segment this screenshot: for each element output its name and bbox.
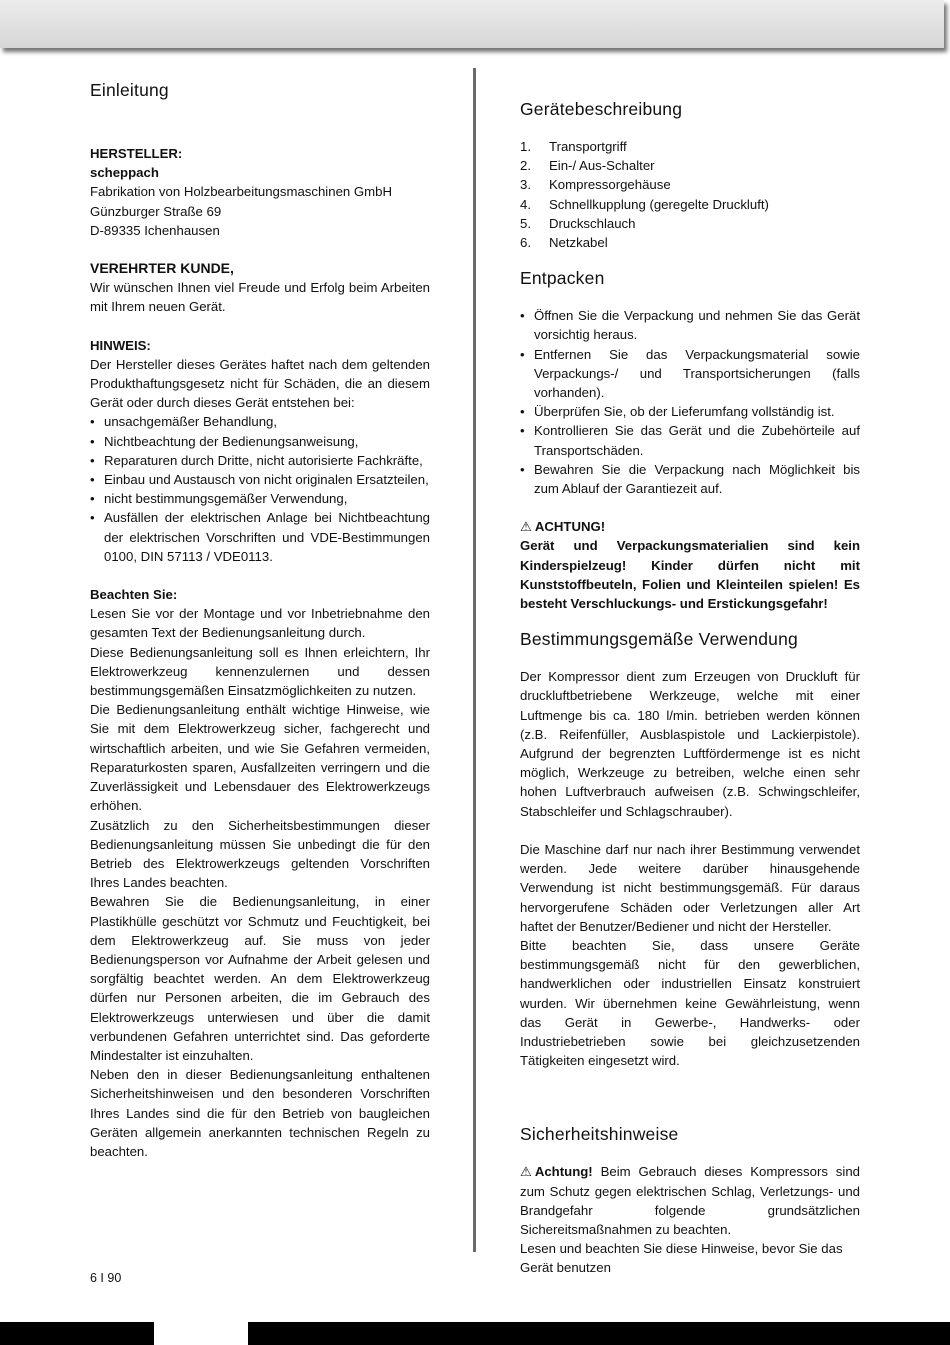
warning-triangle-icon: ⚠ — [520, 519, 532, 535]
hersteller-label: HERSTELLER: — [90, 146, 183, 161]
list-item: 1. Transportgriff — [520, 139, 627, 154]
list-item: • Einbau und Austausch von nicht originalen Ersatzteilen, — [90, 470, 430, 489]
list-item: • Ausfällen der elektrischen Anlage bei Nichtbeachtung der elektrischen Vorschriften und VDE-Bestimmungen 0100, DIN 57113 / VDE0113. — [90, 508, 430, 566]
section-heading-sicherheit: Sicherheitshinweise — [520, 1124, 679, 1145]
achtung-text: Gerät und Verpackungsmaterialien sind kein Kinderspielzeug! Kinder dürfen nicht mit Kunststoffbeuteln, Folien und Kleinteilen spielen! Es besteht Verschluckungs- und Erstickungsgefahr! — [520, 538, 860, 612]
list-item: • Kontrollieren Sie das Gerät und die Zubehörteile auf Transportschäden. — [520, 421, 860, 459]
list-item: 2. Ein-/ Aus-Schalter — [520, 158, 655, 174]
bestimmung-paragraph: Der Kompressor dient zum Erzeugen von Druckluft für druckluftbetriebene Werkzeuge, welche mit einer Luftmenge bis ca. 180 l/min. betrieben werden können (z.B. Reifenfüller, Ausblaspistole und Lackierpistole). Aufgrund der begrenzten Luftfördermenge ist es nicht möglich, Werkzeuge zu betreiben, welche einen sehr hohen Luftverbrauch aufweisen (z.B. Schwingschleifer, Stabschleifer und Schlagschrauber). — [520, 669, 860, 819]
header-band — [0, 0, 944, 48]
kunde-label: VEREHRTER KUNDE, — [90, 260, 234, 277]
beachten-paragraph: Die Bedienungsanleitung enthält wichtige Hinweise, wie Sie mit dem Elektrowerkzeug sicher, fachgerecht und wirtschaftlich arbeiten, und wie Sie Gefahren vermeiden, Reparaturkosten sparen, Ausfallzeiten verringern und die Zuverlässigkeit und Lebensdauer des Elektrowerkzeugs erhöhen. — [90, 702, 430, 814]
list-item: • unsachgemäßer Behandlung, — [90, 412, 430, 431]
list-item: • Öffnen Sie die Verpackung und nehmen Sie das Gerät vorsichtig heraus. — [520, 306, 860, 344]
bestimmung-paragraph: Die Maschine darf nur nach ihrer Bestimmung verwendet werden. Jede weitere darüber hinausgehende Verwendung ist nicht bestimmungsgemäß. Für daraus hervorgerufene Schäden oder Verletzungen aller Art haftet der Benutzer/Bediener und nicht der Hersteller. — [520, 841, 860, 934]
sicherheit-label: Achtung! — [534, 1164, 593, 1180]
beachten-paragraph: Bewahren Sie die Bedienungsanleitung, in einer Plastikhülle geschützt vor Schmutz und Feuchtigkeit, bei dem Elektrowerkzeug auf. Sie muss von jeder Bedienungsperson vor Aufnahme der Arbeit gelesen und sorgfältig beachtet werden. An dem Elektrowerkzeug dürfen nur Personen arbeiten, die im Gebrauch des Elektrowerkzeugs unterwiesen und über die damit verbundenen Gefahren unterrichtet sind. Das geforderte Mindestalter ist einzuhalten. — [90, 894, 430, 1063]
entpacken-list — [520, 306, 860, 498]
hinweis-text: Der Hersteller dieses Gerätes haftet nach dem geltenden Produkthaftungsgesetz nicht für Schäden, die an diesem Gerät oder durch dieses Gerät entstehen bei: — [90, 356, 430, 411]
hersteller-line: Günzburger Straße 69 — [90, 203, 222, 219]
geraete-list — [520, 137, 860, 252]
list-item: 6. Netzkabel — [520, 235, 608, 251]
bestimmung-paragraph: Bitte beachten Sie, dass unsere Geräte bestimmungsgemäß nicht für den gewerblichen, handwerklichen oder industriellen Einsatz konstruiert wurden. Wir übernehmen keine Gewährleistung, wenn das Gerät in Gewerbe-, Handwerks- oder Industriebetrieben sowie bei gleichzusetzenden Tätigkeiten eingesetzt wird. — [520, 937, 860, 1069]
section-heading-einleitung: Einleitung — [90, 80, 169, 100]
section-heading-geraetebeschreibung: Gerätebeschreibung — [520, 99, 683, 119]
section-heading-entpacken: Entpacken — [520, 268, 605, 289]
footer-bar-right — [248, 1322, 950, 1345]
list-item: • nicht bestimmungsgemäßer Verwendung, — [90, 489, 430, 508]
list-item: • Bewahren Sie die Verpackung nach Möglichkeit bis zum Ablauf der Garantiezeit auf. — [520, 460, 860, 498]
list-item: • Reparaturen durch Dritte, nicht autorisierte Fachkräfte, — [90, 451, 430, 470]
hersteller-name: scheppach — [90, 165, 159, 181]
right-column — [520, 97, 860, 1278]
hinweis-list — [90, 412, 430, 566]
list-item: • Entfernen Sie das Verpackungsmaterial sowie Verpackungs-/ und Transportsicherungen (falls vorhanden). — [520, 345, 860, 403]
sicherheit-text-2: Lesen und beachten Sie diese Hinweise, bevor Sie das Gerät benutzen — [520, 1241, 843, 1276]
section-heading-bestimmung: Bestimmungsgemäße Verwendung — [520, 629, 798, 650]
list-item: • Nichtbeachtung der Bedienungsanweisung, — [90, 432, 430, 451]
hersteller-line: D-89335 Ichenhausen — [90, 222, 220, 238]
kunde-text: Wir wünschen Ihnen viel Freude und Erfolg beim Arbeiten mit Ihrem neuen Gerät. — [90, 280, 430, 315]
footer-bar-left — [0, 1322, 154, 1345]
sicherheit-text: ⚠ Achtung! Beim Gebrauch dieses Kompressors sind zum Schutz gegen elektrischen Schlag, Verletzungs- und Brandgefahr folgende grundsätzlichen Sichereitsmaßnahmen zu beachten. — [520, 1164, 860, 1237]
beachten-label: Beachten Sie: — [90, 587, 178, 603]
warning-triangle-icon: ⚠ — [520, 1164, 532, 1180]
list-item: 4. Schnellkupplung (geregelte Druckluft) — [520, 196, 769, 212]
column-divider — [473, 68, 476, 1252]
hersteller-line: Fabrikation von Holzbearbeitungsmaschinen GmbH — [90, 184, 392, 200]
hinweis-label: HINWEIS: — [90, 337, 151, 353]
beachten-paragraph: Zusätzlich zu den Sicherheitsbestimmungen dieser Bedienungsanleitung müssen Sie unbedingt die für den Betrieb des Elektrowerkzeugs geltenden Vorschriften Ihres Landes beachten. — [90, 817, 430, 891]
left-column — [90, 78, 430, 1161]
beachten-paragraph: Diese Bedienungsanleitung soll es Ihnen erleichtern, Ihr Elektrowerkzeug kennenzulernen und dessen bestimmungsgemäßen Einsatzmöglichkeiten zu nutzen. — [90, 644, 430, 699]
achtung-heading: ⚠ ACHTUNG! — [520, 517, 860, 536]
beachten-paragraph: Neben den in dieser Bedienungsanleitung enthaltenen Sicherheitshinweisen und den besonderen Vorschriften Ihres Landes sind die für den Betrieb von baugleichen Geräten allgemein anerkannten technischen Regeln zu beachten. — [90, 1067, 430, 1159]
page-number: 6 I 90 — [90, 1271, 122, 1285]
beachten-paragraph: Lesen Sie vor der Montage und vor Inbetriebnahme den gesamten Text der Bedienungsanleitung durch. — [90, 606, 430, 641]
list-item: 5. Druckschlauch — [520, 215, 636, 231]
list-item: 3. Kompressorgehäuse — [520, 177, 671, 193]
list-item: • Überprüfen Sie, ob der Lieferumfang vollständig ist. — [520, 402, 860, 421]
